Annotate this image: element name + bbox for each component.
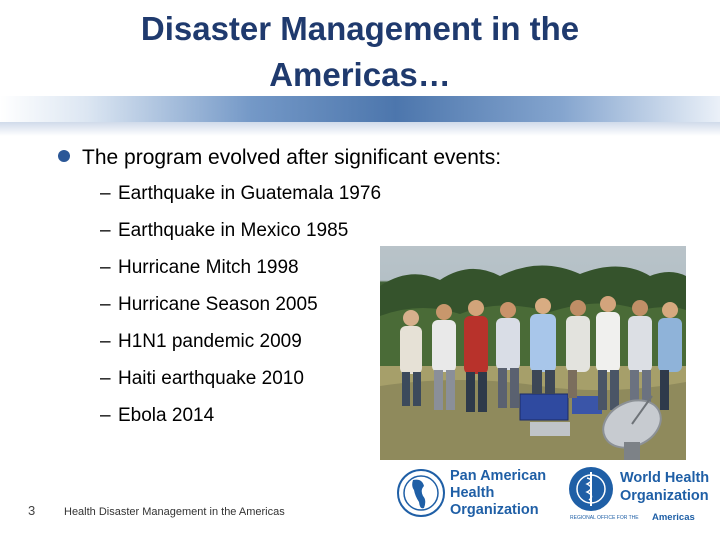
paho-name-line-3: Organization xyxy=(450,502,539,518)
main-bullet xyxy=(58,144,501,172)
dash-icon: – xyxy=(100,294,111,315)
who-emblem-icon xyxy=(566,464,616,514)
sub-bullet-text: Ebola 2014 xyxy=(118,405,215,426)
sub-bullet-text: Earthquake in Mexico 1985 xyxy=(118,220,349,241)
footer-text: Health Disaster Management in the Americas xyxy=(64,506,285,518)
who-regional-office-label: REGIONAL OFFICE FOR THE xyxy=(570,515,639,521)
paho-logo xyxy=(396,464,546,526)
sub-bullet-item xyxy=(100,254,381,291)
paho-name-line-1: Pan American xyxy=(450,468,547,484)
sub-bullet-item xyxy=(100,402,381,439)
dash-icon: – xyxy=(100,257,111,278)
paho-emblem-icon xyxy=(396,466,446,524)
sub-bullet-item xyxy=(100,180,381,217)
sub-bullet-text: Hurricane Season 2005 xyxy=(118,294,318,315)
dash-icon: – xyxy=(100,183,111,204)
sub-bullet-item xyxy=(100,291,381,328)
dash-icon: – xyxy=(100,331,111,352)
slide-title xyxy=(60,6,660,98)
dash-icon: – xyxy=(100,368,111,389)
who-name-line-2: Organization xyxy=(620,488,709,504)
dash-icon: – xyxy=(100,220,111,241)
paho-name-line-2: Health xyxy=(450,485,495,501)
dash-icon: – xyxy=(100,405,111,426)
who-region-label: Americas xyxy=(652,512,695,523)
title-decorative-band xyxy=(0,96,720,122)
bullet-dot-icon xyxy=(58,150,70,162)
sub-bullet-text: Hurricane Mitch 1998 xyxy=(118,257,299,278)
sub-bullet-text: Haiti earthquake 2010 xyxy=(118,368,304,389)
sub-bullet-list xyxy=(100,180,381,439)
sub-bullet-text: H1N1 pandemic 2009 xyxy=(118,331,302,352)
field-team-photo xyxy=(380,246,686,460)
who-logo xyxy=(566,464,716,526)
sub-bullet-item xyxy=(100,328,381,365)
who-name-line-1: World Health xyxy=(620,470,710,486)
main-bullet-text: The program evolved after significant events: xyxy=(82,146,502,169)
title-band-shadow xyxy=(0,122,720,136)
slide-title-line-2: Americas… xyxy=(269,56,451,93)
slide-number: 3 xyxy=(28,503,36,518)
sub-bullet-item xyxy=(100,217,381,254)
sub-bullet-item xyxy=(100,365,381,402)
sub-bullet-text: Earthquake in Guatemala 1976 xyxy=(118,183,382,204)
slide-title-line-1: Disaster Management in the xyxy=(140,10,580,47)
field-team-photo-illustration xyxy=(380,246,686,460)
